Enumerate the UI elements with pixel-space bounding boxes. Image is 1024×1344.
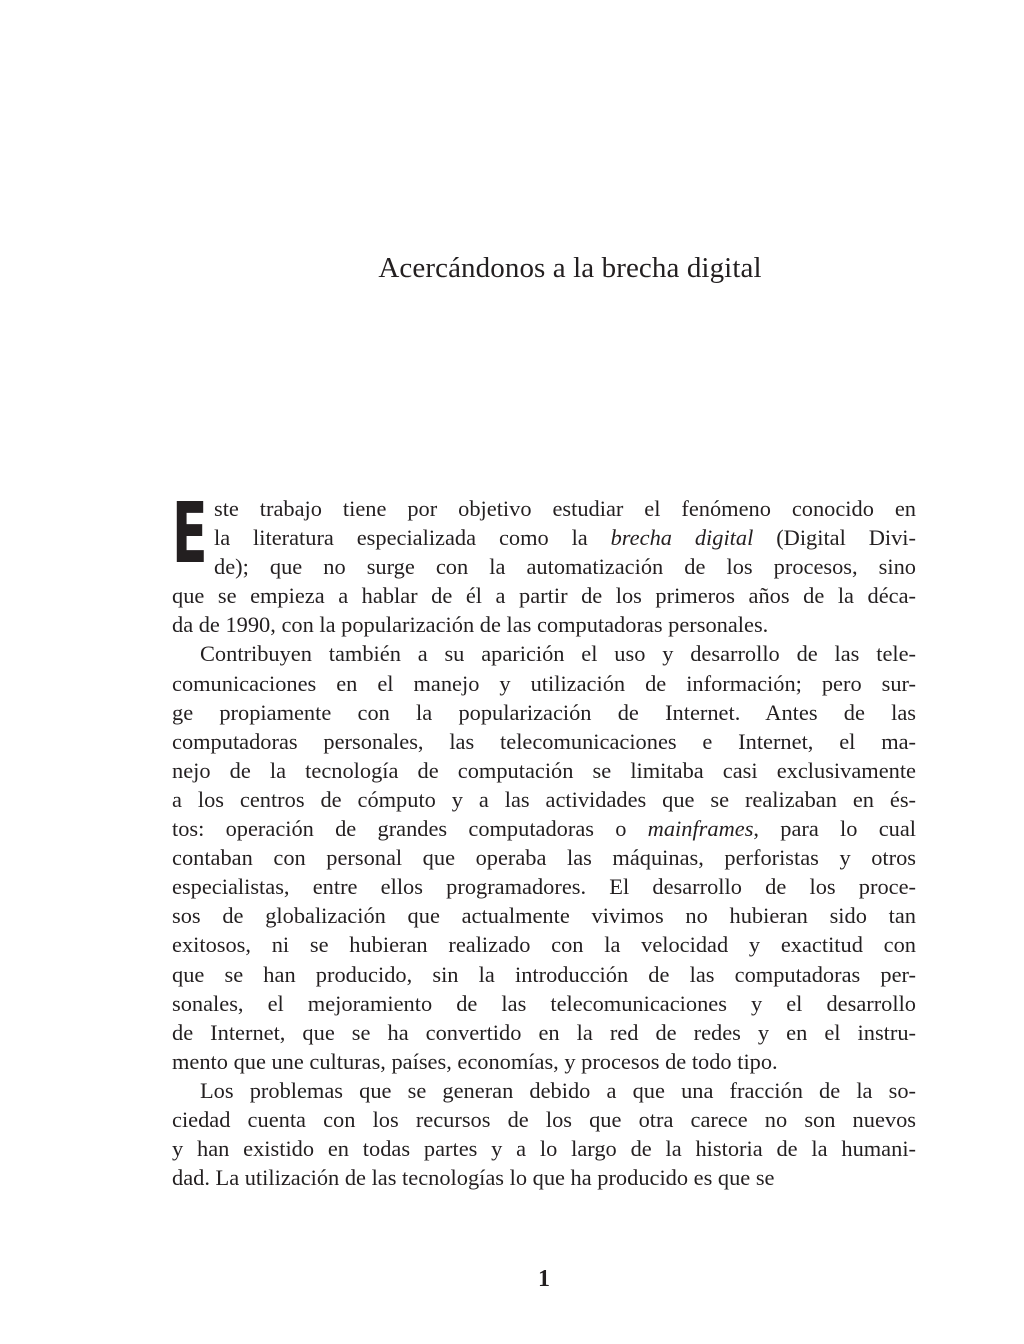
text-line <box>172 581 916 610</box>
text-line <box>172 1163 916 1192</box>
text-line <box>172 610 916 639</box>
text-line <box>172 1018 916 1047</box>
text-run: , para lo cual <box>753 816 916 842</box>
text-line <box>172 1105 916 1134</box>
text-run: Contribuyen también a su aparición el uso y desarrollo de las tele- <box>200 641 916 667</box>
text-run: dad. La utilización de las tecnologías lo que ha producido es que se <box>172 1165 775 1191</box>
text-run: ge propiamente con la popularización de Internet. Antes de las <box>172 699 916 725</box>
text-run: mento que une culturas, países, economías, y procesos de todo tipo. <box>172 1048 778 1074</box>
text-run: que se han producido, sin la introducción de las computadoras per- <box>172 961 916 987</box>
text-run: la literatura especializada como la <box>214 525 611 551</box>
text-run: sonales, el mejoramiento de las telecomunicaciones y el desarrollo <box>172 990 916 1016</box>
text-run: y han existido en todas partes y a lo largo de la historia de la humani- <box>172 1136 916 1162</box>
text-run: contaban con personal que operaba las máquinas, perforistas y otros <box>172 845 916 871</box>
text-line <box>172 872 916 901</box>
text-line <box>172 669 916 698</box>
text-run: de); que no surge con la automatización de los procesos, sino <box>214 554 916 580</box>
body-text <box>172 484 916 1192</box>
text-line <box>214 523 916 552</box>
drop-cap: E <box>172 484 208 582</box>
text-run: que se empieza a hablar de él a partir de los primeros años de la déca- <box>172 583 916 609</box>
text-run: a los centros de cómputo y a las actividades que se realizaban en és- <box>172 786 916 812</box>
paragraph-1 <box>172 484 916 639</box>
paragraph-3 <box>172 1076 916 1192</box>
text-line <box>172 960 916 989</box>
text-line <box>172 814 916 843</box>
text-run: tos: operación de grandes computadoras o <box>172 816 648 842</box>
text-line <box>172 727 916 756</box>
text-line <box>172 785 916 814</box>
text-run: nejo de la tecnología de computación se limitaba casi exclusivamente <box>172 757 916 783</box>
text-line <box>214 552 916 581</box>
italic-term: brecha digital <box>610 525 754 551</box>
text-line <box>172 901 916 930</box>
text-line <box>172 989 916 1018</box>
text-line <box>172 1076 916 1105</box>
text-run: Los problemas que se generan debido a que una fracción de la so- <box>200 1077 916 1103</box>
text-line <box>172 1047 916 1076</box>
chapter-title: Acercándonos a la brecha digital <box>378 252 762 284</box>
text-line <box>172 930 916 959</box>
text-run: computadoras personales, las telecomunicaciones e Internet, el ma- <box>172 728 916 754</box>
text-run: da de 1990, con la popularización de las computadoras personales. <box>172 612 769 638</box>
text-run: ste trabajo tiene por objetivo estudiar el fenómeno conocido en <box>214 496 916 521</box>
text-run: especialistas, entre ellos programadores. El desarrollo de los proce- <box>172 874 916 900</box>
text-line <box>172 756 916 785</box>
page-number: 1 <box>538 1266 550 1292</box>
text-line <box>214 494 916 523</box>
italic-term: mainframes <box>647 816 754 842</box>
text-line <box>172 639 916 668</box>
text-line <box>172 1134 916 1163</box>
text-line <box>172 843 916 872</box>
text-run: de Internet, que se ha convertido en la red de redes y en el instru- <box>172 1019 916 1045</box>
text-run: exitosos, ni se hubieran realizado con la velocidad y exactitud con <box>172 932 916 958</box>
text-run: ciedad cuenta con los recursos de los que otra carece no son nuevos <box>172 1106 916 1132</box>
text-run: comunicaciones en el manejo y utilización de información; pero sur- <box>172 670 916 696</box>
paragraph-2 <box>172 639 916 1075</box>
text-run: (Digital Divi- <box>753 525 916 551</box>
text-line <box>172 698 916 727</box>
text-run: sos de globalización que actualmente vivimos no hubieran sido tan <box>172 903 916 929</box>
